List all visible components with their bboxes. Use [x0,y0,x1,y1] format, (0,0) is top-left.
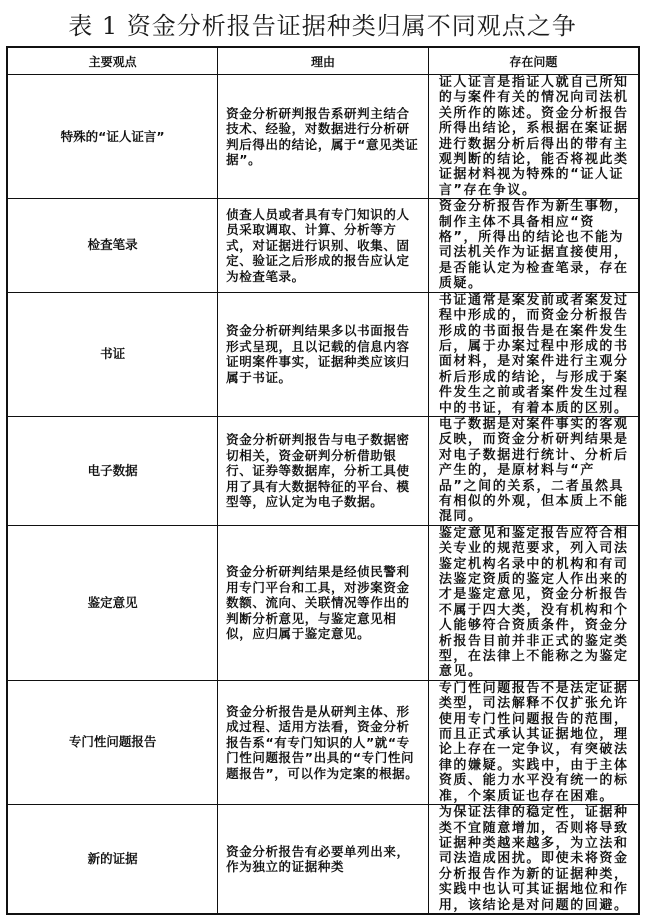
problem-cell: 为保证法律的稳定性，证据种类不宜随意增加，否则将导致证据种类越来越多，为立法和司法造成困扰。即使未将资金分析报告作为新的证据种类，实践中也认可其证据地位和作用，该结论是对问题的回避。 [428,805,639,914]
table-row [7,75,639,199]
table-row [7,525,639,680]
table-header-row [7,47,639,75]
reason-cell: 资金分析研判报告系研判主结合技术、经验，对数据进行分析研判后得出的结论，属于“意见类证据”。 [218,75,429,199]
problem-cell: 资金分析报告作为新生事物，制作主体不具备相应“资格”，所得出的结论也不能为司法机关作为证据直接使用，是否能认定为检查笔录，存在质疑。 [428,199,639,292]
reason-cell: 资金分析报告有必要单列出来，作为独立的证据种类 [218,805,429,914]
viewpoint-cell: 书证 [7,292,218,416]
evidence-type-table [6,46,640,915]
reason-cell: 资金分析报告是从研判主体、形成过程、适用方法看，资金分析报告系“有专门知识的人”就“专门性问题报告”出具的“专门性问题报告”，可以作为定案的根据。 [218,680,429,804]
viewpoint-cell: 检查笔录 [7,199,218,292]
problem-cell: 电子数据是对案件事实的客观反映，而资金分析研判结果是对电子数据进行统计、分析后产生的，是原材料与“产品”之间的关系，二者虽然具有相似的外观，但本质上不能混同。 [428,416,639,525]
header-problem: 存在问题 [428,47,639,75]
reason-cell: 资金分析研判结果多以书面报告形式呈现，且以记载的信息内容证明案件事实，证据种类应该归属于书证。 [218,292,429,416]
reason-cell: 侦查人员或者具有专门知识的人员采取调取、计算、分析等方式，对证据进行识别、收集、固定、验证之后形成的报告应认定为检查笔录。 [218,199,429,292]
reason-cell: 资金分析研判结果是经侦民警利用专门平台和工具，对涉案资金数额、流向、关联情况等作出的判断分析意见，与鉴定意见相似，应归属于鉴定意见。 [218,525,429,680]
problem-cell: 鉴定意见和鉴定报告应符合相关专业的规范要求，列入司法鉴定机构名录中的机构和有司法鉴定资质的鉴定人作出来的才是鉴定意见，资金分析报告不属于四大类，没有机构和个人能够符合资质条件，资金分析报告目前并非正式的鉴定类型，在法律上不能称之为鉴定意见。 [428,525,639,680]
viewpoint-cell: 鉴定意见 [7,525,218,680]
header-viewpoint: 主要观点 [7,47,218,75]
table-row [7,805,639,914]
viewpoint-cell: 专门性问题报告 [7,680,218,804]
viewpoint-cell: 新的证据 [7,805,218,914]
table-caption: 表 1 资金分析报告证据种类归属不同观点之争 [68,12,577,40]
problem-cell: 书证通常是案发前或者案发过程中形成的，而资金分析报告形成的书面报告是在案件发生后，属于办案过程中形成的书面材料，是对案件进行主观分析后形成的结论，与形成于案件发生之前或者案件发生过程中的书证，有着本质的区别。 [428,292,639,416]
header-reason: 理由 [218,47,429,75]
viewpoint-cell: 电子数据 [7,416,218,525]
table-row [7,292,639,416]
reason-cell: 资金分析研判报告与电子数据密切相关，资金研判分析借助银行、证券等数据库，分析工具使用了具有大数据特征的平台、模型等，应认定为电子数据。 [218,416,429,525]
table-row [7,416,639,525]
viewpoint-cell: 特殊的“证人证言” [7,75,218,199]
problem-cell: 证人证言是指证人就自己所知的与案件有关的情况向司法机关所作的陈述。资金分析报告所得出结论，系根据在案证据进行数据分析后得出的带有主观判断的结论，能否将视此类证据材料视为特殊的“证人证言”存在争议。 [428,75,639,199]
table-row [7,199,639,292]
table-row [7,680,639,804]
problem-cell: 专门性问题报告不是法定证据类型，司法解释不仅扩张允许使用专门性问题报告的范围，而且正式承认其证据地位，理论上存在一定争议，有突破法律的嫌疑。实践中，由于主体资质、能力水平没有统一的标准，个案质证也存在困难。 [428,680,639,804]
